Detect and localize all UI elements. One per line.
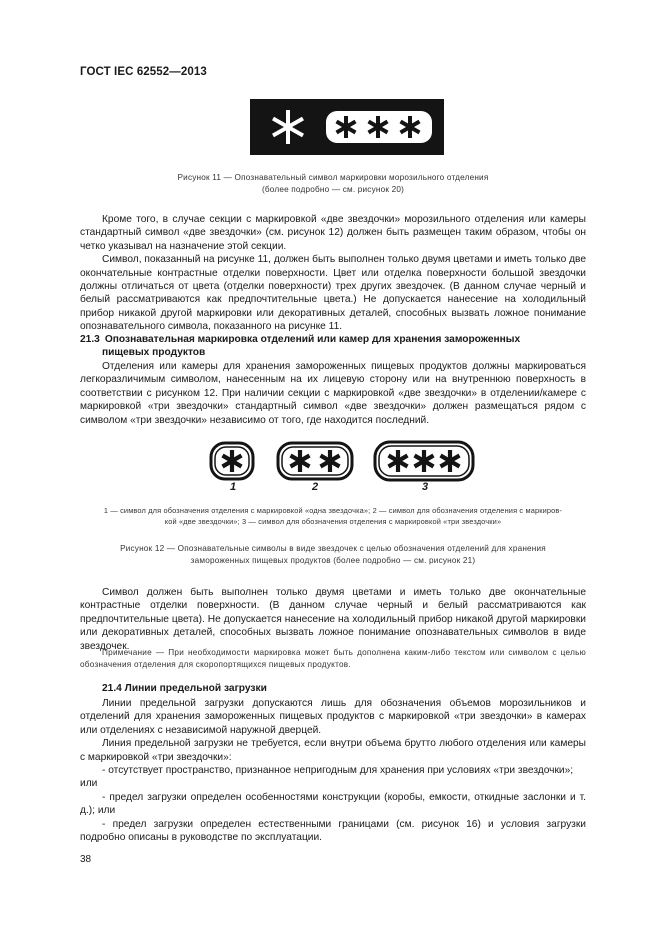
list-item: - отсутствует пространство, признанное непригодным для хранения при условиях «три звездочки»; xyxy=(102,765,574,777)
symbol-label-1: 1 xyxy=(230,481,237,493)
star-icon xyxy=(441,450,460,472)
paragraph: Линия предельной загрузки не требуется, если внутри объема брутто любого отделения или камеры с маркировкой «три звездочки»: xyxy=(80,738,586,763)
figure-11-caption: Рисунок 11 — Опознавательный символ маркировки морозильного отделения (более подробно — см. рисунок 20) xyxy=(177,173,489,194)
list-separator: или xyxy=(80,778,98,790)
text-block-1 xyxy=(80,213,586,334)
paragraph: Символ должен быть выполнен только двумя цветами и иметь только две окончательные контрастные отделки поверхности. (В данном случае черный и белый рассматриваются как предпочтительные цвета). Не допускается нанесение на холодильный прибор никакой другой маркировки или декоративных деталей, способных вызвать ложное понимание опознавательных символов в виде звездочек. xyxy=(80,587,586,652)
section-21-3-heading: 21.3 Опознавательная маркировка отделений или камер для хранения замороженных пищевых продуктов xyxy=(80,334,521,359)
symbol-label-2: 2 xyxy=(312,481,319,493)
text-block-3 xyxy=(80,586,586,653)
star-icon xyxy=(321,450,340,472)
list-item: - предел загрузки определен особенностями конструкции (коробы, емкости, откидные заслонки и т. д.); или xyxy=(80,791,586,817)
list-item: - предел загрузки определен естественными границами (см. рисунок 16) и условия загрузки подробно описаны в руководстве по эксплуатации. xyxy=(80,818,586,844)
paragraph: Отделения или камеры для хранения замороженных пищевых продуктов должны маркироваться легкоразличимым символом, нанесенным на их лицевую сторону или на внутреннюю поверхность в соответствии с рисунком 12. При наличии секции с маркировкой «две звездочки» в отделении/камере с маркировкой «три звездочки» стандартный символ «две звездочки» должен размещаться рядом с символом «три звездочки» независимо от того, где находится последний. xyxy=(80,361,586,426)
figure-12-caption: Рисунок 12 — Опознавательные символы в виде звездочек с целью обозначения отделений для хранения замороженных пищевых продуктов (более подробно — см. рисунок 21) xyxy=(120,544,546,565)
star-symbols-figure xyxy=(205,438,477,486)
paragraph: Кроме того, в случае секции с маркировкой «две звездочки» морозильного отделения или камеры стандартный символ «две звездочки» (см. рисунок 12) должен быть размещен таким образом, чтобы он четко указывал на назначение этой секции. xyxy=(80,214,586,252)
star-icon xyxy=(291,450,310,472)
note: Примечание — При необходимости маркировка может быть дополнена каким-либо текстом или символом с целью обозначения отделения для скоропортящихся пищевых продуктов. xyxy=(80,648,586,669)
figure-12-legend: 1 — символ для обозначения отделения с маркировкой «одна звездочка»; 2 — символ для обозначения отделения с маркиров- кой «две звездочки»; 3 — символ для обозначения отделения с маркировкой «три звездочки» xyxy=(103,506,563,526)
page-number: 38 xyxy=(80,854,92,865)
paragraph: Символ, показанный на рисунке 11, должен быть выполнен только двумя цветами и иметь только две окончательные контрастные отделки поверхности. Цвет или отделка поверхности большой звездочки должны отличаться от цвета (отделки поверхности) трех других звездочек. (В данном случае черный и белый рассматриваются как предпочтительные цвета.) Не допускается нанесение на холодильный прибор никакой другой маркировки или декоративных деталей, способных вызвать ложное понимание опознавательного символа, показанного на рисунке 11. xyxy=(80,254,586,333)
freezer-marking-symbol xyxy=(250,99,444,155)
star-icon xyxy=(223,450,242,472)
text-block-2 xyxy=(80,360,586,427)
paragraph: Линии предельной загрузки допускаются лишь для обозначения объемов морозильников и отделений для хранения замороженных пищевых продуктов с маркировкой «три звездочки» в камерах или отделениях с независимой наружной дверцей. xyxy=(80,698,586,736)
text-block-4 xyxy=(80,697,586,844)
document-header: ГОСТ IEC 62552—2013 xyxy=(80,66,207,78)
symbol-label-3: 3 xyxy=(422,481,429,493)
star-icon xyxy=(389,450,408,472)
section-21-4-heading: 21.4 Линии предельной загрузки xyxy=(102,683,267,694)
star-icon xyxy=(415,450,434,472)
